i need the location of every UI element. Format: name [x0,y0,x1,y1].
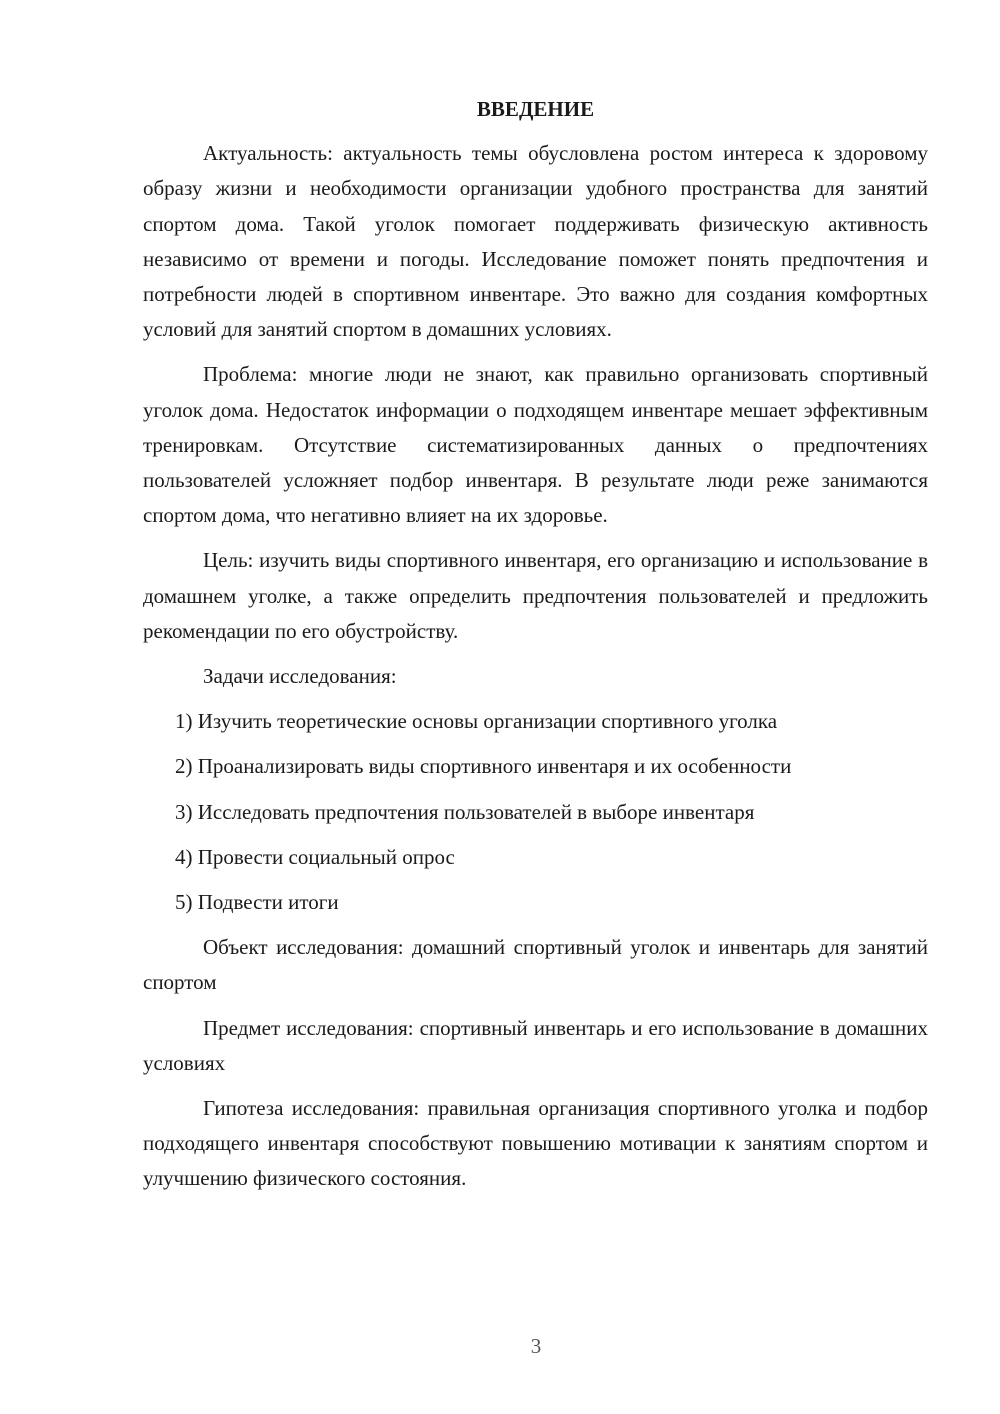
list-item: 4) Провести социальный опрос [175,844,455,869]
paragraph-subject: Предмет исследования: спортивный инвентарь и его использование в домашних условиях [143,1015,928,1075]
page-body [143,92,928,1207]
tasks-list [143,704,928,920]
paragraph-object: Объект исследования: домашний спортивный уголок и инвентарь для занятий спортом [143,935,928,995]
paragraph-relevance: Актуальность: актуальность темы обусловлена ростом интереса к здоровому образу жизни и необходимости организации удобного пространства для занятий спортом дома. Такой уголок помогает поддерживать физическую активность независимо от времени и погоды. Исследование поможет понять предпочтения и потребности людей в спортивном инвентаре. Это важно для создания комфортных условий для занятий спортом в домашних условиях. [143,141,928,342]
paragraph-problem: Проблема: многие люди не знают, как правильно организовать спортивный уголок дома. Недостаток информации о подходящем инвентаре мешает эффективным тренировкам. Отсутствие систематизированных данных о предпочтениях пользователей усложняет подбор инвентаря. В результате люди реже занимаются спортом дома, что негативно влияет на их здоровье. [143,362,928,528]
tasks-heading: Задачи исследования: [203,664,397,689]
list-item: 1) Изучить теоретические основы организации спортивного уголка [175,709,778,734]
list-item: 5) Подвести итоги [175,890,339,915]
page-number: 3 [530,1334,542,1358]
paragraph-goal: Цель: изучить виды спортивного инвентаря, его организацию и использование в домашнем уголке, а также определить предпочтения пользователей и предложить рекомендации по его обустройству. [143,548,928,643]
list-item: 3) Исследовать предпочтения пользователей в выборе инвентаря [175,799,755,824]
list-item: 2) Проанализировать виды спортивного инвентаря и их особенности [175,754,792,779]
paragraph-hypothesis: Гипотеза исследования: правильная организация спортивного уголка и подбор подходящего инвентаря способствуют повышению мотивации к занятиям спортом и улучшению физического состояния. [143,1096,928,1191]
section-heading: ВВЕДЕНИЕ [476,97,595,121]
